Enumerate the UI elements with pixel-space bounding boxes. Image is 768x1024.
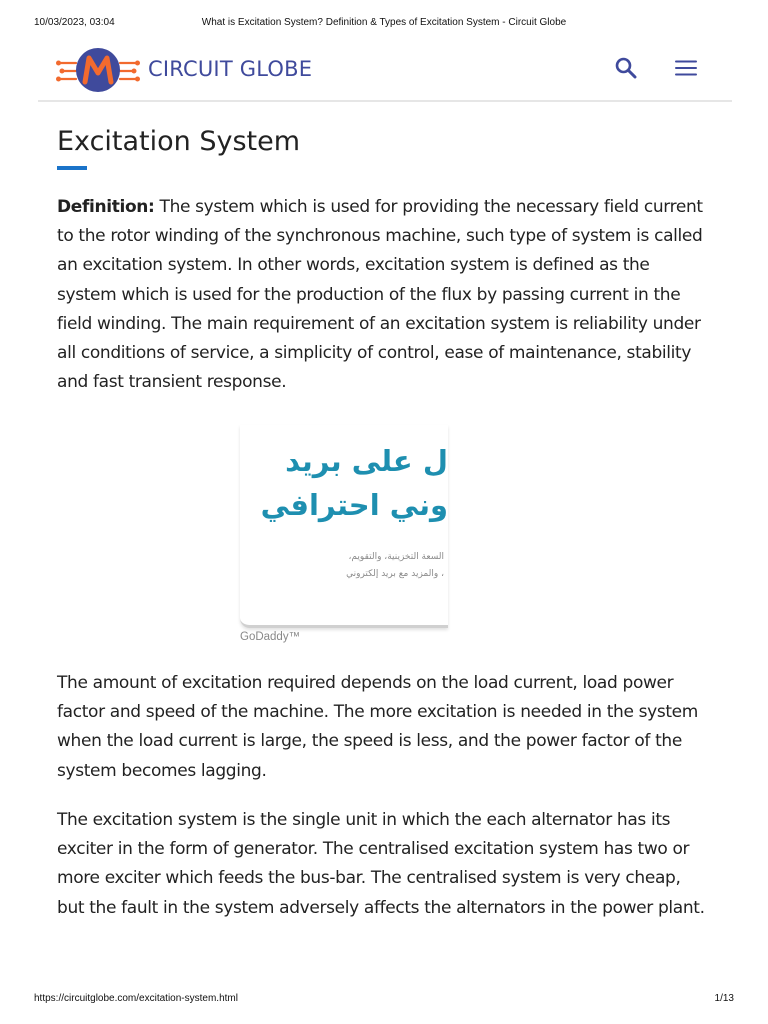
definition-paragraph xyxy=(57,193,707,397)
article-paragraph-3: The excitation system is the single unit in which the each alternator has its exciter in the form of generator. The centralised excitation system has two or more exciter which feeds the bus-bar. The centralised system is very cheap, but the fault in the system adversely affects the alternators in the power plant. xyxy=(57,810,705,918)
site-header xyxy=(38,40,732,102)
search-icon xyxy=(612,54,640,82)
circuit-globe-logo-icon xyxy=(56,44,140,94)
definition-label: Definition: xyxy=(57,197,155,217)
title-underline xyxy=(57,166,87,170)
logo-text: CIRCUIT GLOBE xyxy=(148,57,313,81)
print-page-title: What is Excitation System? Definition & Types of Excitation System - Circuit Globe xyxy=(201,17,567,28)
print-page-number: 1/13 xyxy=(714,993,734,1004)
menu-button[interactable] xyxy=(672,54,700,82)
ad-brand-label: GoDaddy™ xyxy=(240,631,301,643)
print-date: 10/03/2023, 03:04 xyxy=(34,17,115,28)
page-title: Excitation System xyxy=(57,126,301,157)
advertisement[interactable] xyxy=(240,425,448,628)
ad-subtext xyxy=(346,549,444,583)
print-url: https://circuitglobe.com/excitation-system.html xyxy=(34,993,238,1004)
hamburger-menu-icon xyxy=(672,54,700,82)
ad-headline-line-1: ل على بريد xyxy=(285,444,448,478)
article-paragraph-2: The amount of excitation required depends on the load current, load power factor and speed of the machine. The more excitation is needed in the system when the load current is large, the speed is less, and the power factor of the system becomes lagging. xyxy=(57,673,698,781)
ad-subtext-line-2: ، والمزيد مع بريد إلكتروني xyxy=(346,569,444,579)
site-logo[interactable] xyxy=(56,44,312,94)
definition-text: The system which is used for providing the necessary field current to the rotor winding of the synchronous machine, such type of system is called an excitation system. In other words, excitation system is defined as the system which is used for the production of the flux by passing current in the field winding. The main requirement of an excitation system is reliability under all conditions of service, a simplicity of control, ease of maintenance, stability and fast transient response. xyxy=(57,197,703,393)
search-button[interactable] xyxy=(612,54,640,82)
ad-subtext-line-1: السعة التخزينية، والتقويم، xyxy=(348,552,444,562)
ad-headline-line-2: وني احترافي xyxy=(260,488,448,522)
ad-headline xyxy=(261,439,448,527)
